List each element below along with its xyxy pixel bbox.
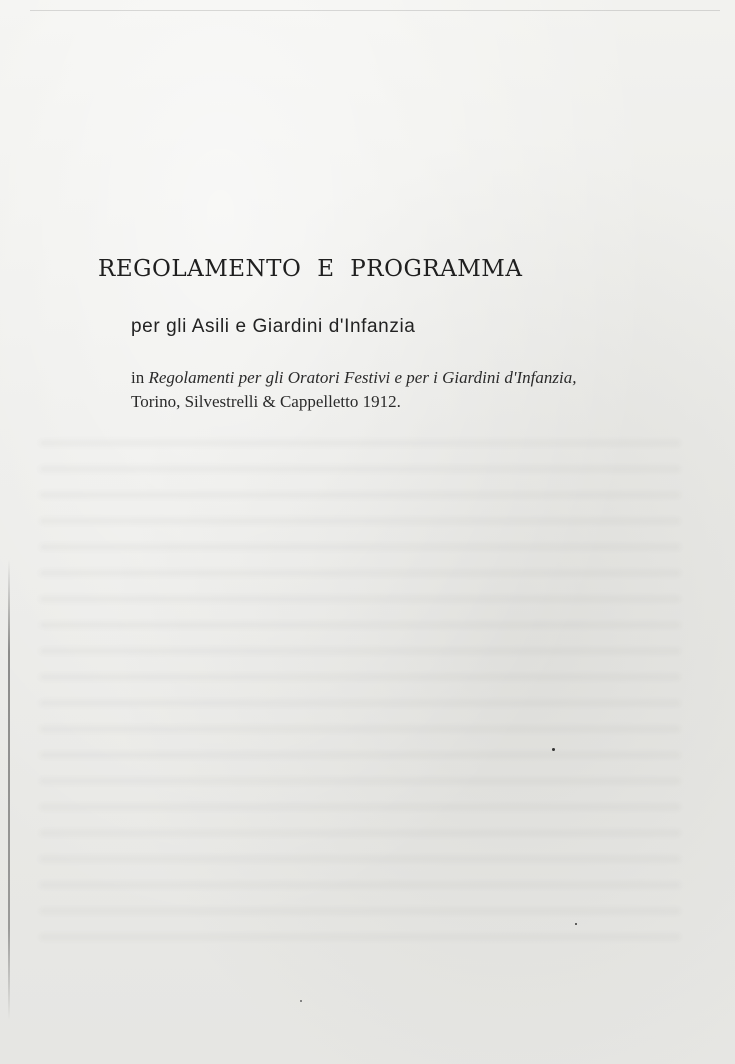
document-subtitle: per gli Asili e Giardini d'Infanzia <box>131 316 416 337</box>
dust-speck <box>552 748 555 751</box>
source-citation <box>131 366 601 414</box>
document-title: REGOLAMENTO E PROGRAMMA <box>98 256 523 282</box>
dust-speck <box>575 923 577 925</box>
dust-speck <box>300 1000 302 1002</box>
show-through-text <box>40 440 680 940</box>
citation-work-title: Regolamenti per gli Oratori Festivi e per i Giardini d'Infanzia, <box>148 368 577 387</box>
page-top-edge <box>30 10 720 11</box>
citation-prefix: in <box>131 368 149 387</box>
page-left-edge-shadow <box>8 560 10 1020</box>
citation-publication: Torino, Silvestrelli & Cappelletto 1912. <box>131 392 401 411</box>
